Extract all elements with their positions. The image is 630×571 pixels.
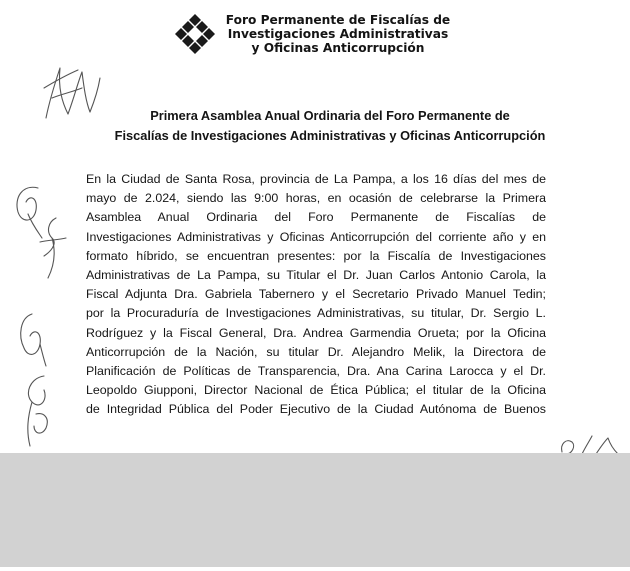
document-title (60, 106, 600, 146)
body-line: En la Ciudad de Santa Rosa, provincia de La Pampa, a los 16 días del mes de (86, 172, 546, 186)
body-line: formato híbrido, se encuentran presentes: por la Fiscalía de Investigaciones (86, 248, 546, 263)
body-line: Administrativas de La Pampa, su Titular el Dr. Juan Carlos Antonio Carola, la (86, 267, 546, 282)
document-body (86, 170, 546, 419)
organization-name (218, 13, 458, 55)
body-line: Fiscal Adjunta Dra. Gabriela Tabernero y el Secretario Privado Manuel Tedin; (86, 287, 546, 302)
body-line: Asamblea Anual Ordinaria del Foro Permanente de Fiscalías de (86, 210, 546, 225)
body-line: Rodríguez y la Fiscal General, Dra. Andrea Garmendia Orueta; por la Oficina (86, 325, 546, 340)
org-line: y Oficinas Anticorrupción (251, 41, 425, 55)
body-line: Planificación de Políticas de Transparencia, Dra. Ana Carina Larocca y el Dr. (86, 363, 546, 378)
body-line: Anticorrupción de la Nación, su titular Dr. Alejandro Melik, la Directora de (86, 344, 546, 359)
title-line: Fiscalías de Investigaciones Administrativas y Oficinas Anticorrupción (114, 128, 546, 143)
foro-logo-icon (172, 12, 218, 58)
body-line: Investigaciones Administrativas y Oficinas Anticorrupción del corriente año y en (86, 229, 546, 244)
title-line: Primera Asamblea Anual Ordinaria del Foro Permanente de (150, 108, 510, 123)
body-line: mayo de 2.024, siendo las 9:00 horas, en ocasión de celebrarse la Primera (86, 191, 546, 206)
body-line: de Integridad Pública del Poder Ejecutivo de la Ciudad Autónoma de Buenos (86, 402, 546, 417)
signature-left-3 (10, 308, 50, 368)
body-line: por la Procuraduría de Investigaciones Administrativas, su titular, Dr. Sergio L. (86, 306, 546, 321)
signature-left-4 (14, 370, 60, 450)
org-line: Investigaciones Administrativas (227, 27, 449, 41)
gray-overlay-band (0, 453, 630, 567)
org-line: Foro Permanente de Fiscalías de (225, 13, 451, 27)
body-line: Leopoldo Giupponi, Director Nacional de Ética Pública; el titular de la Oficina (86, 383, 546, 398)
signature-left-2 (30, 212, 70, 282)
